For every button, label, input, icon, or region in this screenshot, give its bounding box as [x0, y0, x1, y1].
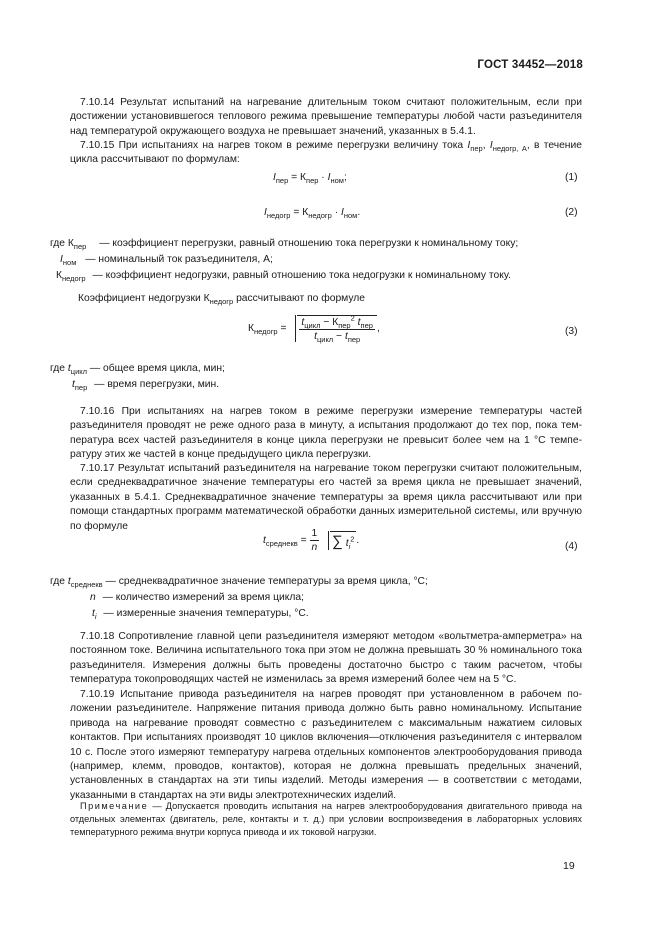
where-item: где $К_{пер}$ — коэффициент перегрузки, равный отношению тока перегрузки к номинальному току;	[50, 238, 519, 251]
formula-3-number: (3)	[565, 326, 578, 337]
page-number: 19	[563, 860, 575, 872]
paragraph-text: 7.10.16 При испытаниях на нагрев током в режиме перегрузки измерение температуры частей разъединителя проводят не реже одного раза в минуту, а испытания продолжают до тех пор, пока температура всех частей разъединителя в конце цикла перегрузки не превысит более чем на 1 °С температуру этих же частей в конце предыдущего цикла перегрузки.	[70, 406, 582, 461]
where-item: где $t_{среднекв}$ — среднеквадратичное значение температуры за время цикла, °С;	[50, 576, 428, 589]
where-item: $К_{недогр}$ — коэффициент недогрузки, равный отношению тока недогрузки к номинальному току.	[56, 270, 511, 283]
paragraph-text: 7.10.14 Результат испытаний на нагревание длительным током считают положительным, если при достижении установившегося теплового режима превышение температуры любой части разъединителя над температурой окружающего воздуха не превышает значений, указанных в 5.4.1.	[70, 97, 582, 137]
paragraph-7-10-17	[70, 462, 582, 534]
where-item: $I_{ном}$ — номинальный ток разъединителя, А;	[60, 254, 273, 267]
paragraph-7-10-18	[70, 630, 582, 688]
text-part: 7.10.15 При испытаниях на нагрев током в режиме перегрузки величину тока	[80, 140, 468, 151]
formula-3: $К_{недогр}$ = $\frac{t_{цикл} - К_{пер}^2 t_{пер}}{t_{цикл} - t_{пер}}$ ,	[248, 313, 380, 344]
note-paragraph	[70, 800, 582, 839]
paragraph-text: 7.10.19 Испытание привода разъединителя на нагрев проводят при установленном в рабочем положении разъединителе. Напряжение питания привода должно быть равно номинальному. Испытание привода на нагревание проводят совместно с разъединителем с максимальным нажатием силовых контактов. При испытаниях производят 10 циклов включения—отключения разъединителя с интервалом 10 с. После этого измеряют температуру нагрева отдельных компонентов электрооборудования привода (например, клемм, проводов, контактов), которая не должна превышать предельных значений, установленных в стандартах на эти типы изделий. Методы измерения — в соответствии с методами, указанными в стандартах на эти виды электротехнических изделий.	[70, 689, 582, 801]
paragraph-7-10-14	[70, 96, 582, 139]
paragraph-7-10-16	[70, 405, 582, 463]
formula-4-number: (4)	[565, 541, 578, 552]
paragraph-text: 7.10.17 Результат испытаний разъединителя на нагревание током перегрузки считают положительным, если среднеквадратичное значение температуры его частей за время цикла не превышает значений, указанных в 5.4.1. Среднеквадратичное значение температуры за время цикла рассчитывают или при помощи стандартных программ математической обработки данных измерительной системы, или вручную по формуле	[70, 463, 582, 532]
text-part: в течение цикла рассчитывают по формулам:	[70, 140, 582, 166]
kned-intro: Коэффициент недогрузки $К_{недогр}$ рассчитывают по формуле	[78, 293, 366, 306]
formula-4: $t_{среднекв}$ = $\frac{1}{n}$ ∑ $t_i^2$ .	[263, 528, 360, 553]
paragraph-7-10-19	[70, 688, 582, 803]
formula-2-number: (2)	[565, 207, 578, 218]
where-item: $t_i$ — измеренные значения температуры, °С.	[92, 608, 309, 621]
document-header: ГОСТ 34452—2018	[477, 59, 583, 71]
formula-2: $I_{недогр} = К_{недогр} \cdot I_{ном}$.	[264, 207, 361, 220]
formula-1: $I_{пер} = К_{пер} \cdot I_{ном}$;	[273, 172, 347, 185]
note-text: — Допускается проводить испытания на нагрев электрооборудования двигательного привода на отдельных элементах (двигатель, реле, контакты и т. д.) при условии воспроизведения в лабораторных условиях температурного режима внутри корпуса привода и их токовой нагрузки.	[70, 801, 582, 837]
paragraph-text: 7.10.15 При испытаниях на нагрев током в режиме перегрузки величину тока $I_{пер}$, $I_{недогр, А}$, в течение цикла рассчитывают по формулам:	[70, 140, 582, 166]
where-item: n — количество измерений за время цикла;	[90, 592, 304, 603]
formula-1-number: (1)	[565, 172, 578, 183]
where-item: $t_{пер}$ — время перегрузки, мин.	[72, 379, 220, 392]
note-label: Примечание	[80, 801, 149, 811]
where-item: где $t_{цикл}$ — общее время цикла, мин;	[50, 363, 225, 376]
paragraph-text: 7.10.18 Сопротивление главной цепи разъединителя измеряют методом «вольтметра-амперметра» на постоянном токе. Величина испытательного тока при этом не должна превышать 30 % номинального тока разъединителя. Измерения должны быть проведены достаточно быстро с таким расчетом, чтобы температура токопроводящих частей не изменилась за время измерений более чем на 5 °С.	[70, 631, 582, 686]
paragraph-7-10-15	[70, 139, 582, 168]
